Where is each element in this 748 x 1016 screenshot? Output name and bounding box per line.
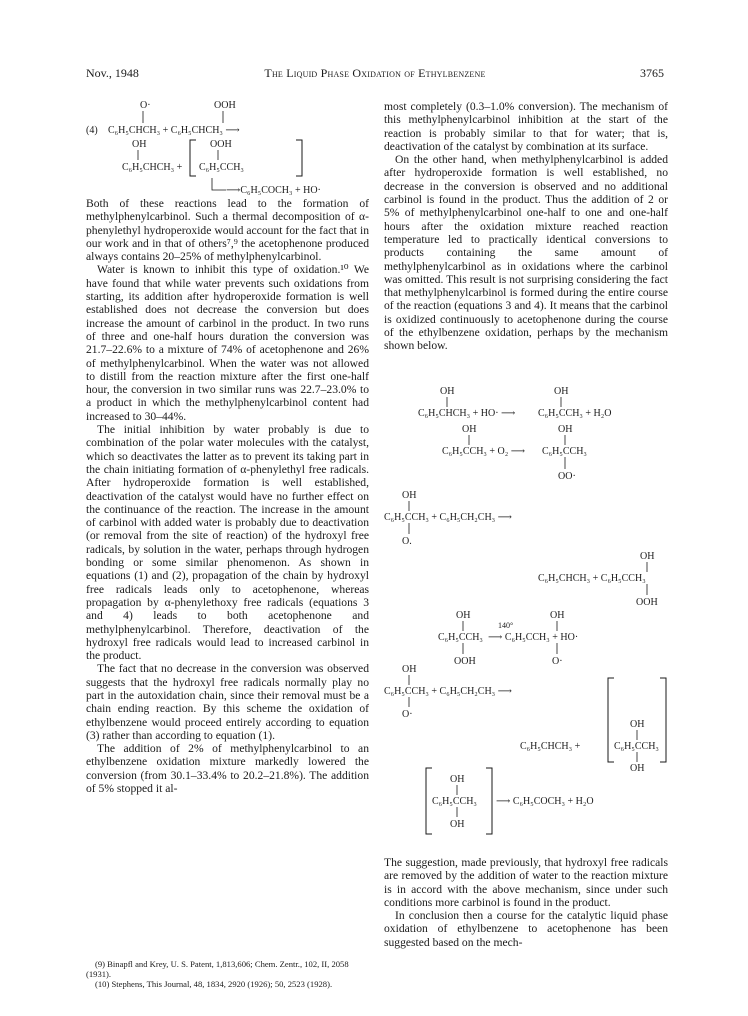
paragraph: Water is known to inhibit this type of oxidation.¹⁰ We have found that while water prevents such oxidations from starting, its addition after hydroperoxide formation is well established does not decrease the conversion but does increase the amount of carbinol in the product. In two runs of three and one-half hours duration the conversion was 21.7–22.6% to a mixture of 74% of acetophenone and 26% of methylphenylcarbinol. When the water was not allowed to distill from the reaction mixture after the first one-half hour, the conversion in two similar runs was 22.7–23.0% to a product in which the methylphenylcarbinol content had increased to 30–44%. <box>86 263 369 423</box>
m-r3-right: C₆H₅CHCH₃ + C₆H₅CCH₃ <box>538 573 646 584</box>
right-column-top <box>384 100 668 353</box>
m-oo-dot: OO· <box>558 471 576 482</box>
left-column <box>86 197 369 795</box>
paragraph: The addition of 2% of methylphenylcarbinol to an ethylbenzene oxidation mixture markedly lowered the conversion (from 30.1–33.4% to 20.2–21.8%). The addition of 5% stopped it al- <box>86 742 369 796</box>
header-title: The Liquid Phase Oxidation of Ethylbenzene <box>264 66 486 80</box>
eq4-product1: C₆H₅CHCH₃ + <box>122 162 183 173</box>
m-r5-right1: C₆H₅CHCH₃ + <box>520 741 581 752</box>
m-oh: OH <box>554 386 569 397</box>
paragraph: The fact that no decrease in the conversion was observed suggests that the hydroxyl free radicals normally play no part in the autoxidation chain, since their removal must be a chain ending reaction. By this scheme the oxidation of ethylbenzene would proceed entirely according to equation (3) rather than according to equation (1). <box>86 662 369 742</box>
paragraph: The initial inhibition by water probably is due to combination of the polar water molecules with the catalyst, which so deactivates the latter as to prevent its taking part in the chain initiating formation of α-phenylethyl free radicals. After hydroperoxide formation is well established, deactivation of the catalyst would have no further effect on the continuance of the reaction. The increase in the amount of carbinol with added water is probably due to deactivation (or removal from the site of reaction) of the hydroxyl free radicals, by solution in the water, perhaps through hydrogen bonding or some similar phenomenon. As shown in equations (1) and (2), propagation of the chain by hydroxyl free radicals leads only to acetophenone, whereas propagation by α-phenylethoxy free radicals (equations 3 and 4) leads to both acetophenone and methylphenylcarbinol. Therefore, deactivation of the hydroxyl free radicals would lead to increased carbinol in the product. <box>86 423 369 663</box>
m-ooh: OOH <box>454 656 476 667</box>
m-r1-left: C₆H₅CHCH₃ + HO· ⟶ <box>418 408 516 419</box>
m-oh: OH <box>456 610 471 621</box>
m-r4-left: C₆H₅CCH₃ <box>438 632 483 643</box>
m-oh: OH <box>440 386 455 397</box>
footnote-10: (10) Stephens, This Journal, 48, 1834, 2920 (1926); 50, 2523 (1928). <box>95 979 333 990</box>
m-oh: OH <box>402 490 417 501</box>
running-header <box>86 66 664 82</box>
paragraph: most completely (0.3–1.0% conversion). The mechanism of this methylphenylcarbinol inhibition at the start of the reaction is probably similar to that for water; that is, deactivation of the catalyst by combination at its surface. <box>384 100 668 153</box>
right-column-bottom <box>384 856 668 949</box>
m-oh: OH <box>558 424 573 435</box>
m-oh: OH <box>550 610 565 621</box>
paragraph: On the other hand, when methylphenylcarbinol is added after hydroperoxide formation is well established, no decrease in the conversion is observed and no additional carbinol is found in the product. Thus the addition of 2 or 5% of methylphenylcarbinol one-half to one and one-half hours after the oxidation mixture reached reaction temperature led to practically identical conversions to products containing the same amount of methylphenylcarbinol as in oxidations where the carbinol was omitted. This result is not surprising considering the fact that methylphenylcarbinol is formed during the entire course of the reaction (equations 3 and 4). It means that the carbinol is oxidized continuously to acetophenone during the course of the ethylbenzene oxidation, perhaps by the mechanism shown below. <box>384 153 668 353</box>
m-temp: 140° <box>498 621 514 630</box>
m-o-dot: O· <box>552 656 563 667</box>
footnotes <box>86 959 369 990</box>
m-r5-left: C₆H₅CCH₃ + C₆H₅CH₂CH₃ ⟶ <box>384 686 513 697</box>
eq4-ooh2: OOH <box>210 139 232 150</box>
eq4-oh: OH <box>132 139 147 150</box>
m-oh: OH <box>630 763 645 774</box>
eq4-radical-dot: O· <box>140 100 151 111</box>
eq4-reactants: C₆H₅CHCH₃ + C₆H₅CHCH₃ ⟶ <box>108 125 240 136</box>
m-oh: OH <box>402 664 417 675</box>
m-r6-bracket: C₆H₅CCH₃ <box>432 796 477 807</box>
eq4-product2: C₆H₅CCH₃ <box>199 162 244 173</box>
eq4-number: (4) <box>86 125 98 136</box>
m-r2-right: C₆H₅CCH₃ <box>542 446 587 457</box>
m-oh: OH <box>450 819 465 830</box>
paragraph: Both of these reactions lead to the formation of methylphenylcarbinol. Such a thermal decomposition of α-phenylethyl hydroperoxide would account for the fact that in our work and in that of others⁷,⁹ the acetophenone produced always contains 20–25% of methylphenylcarbinol. <box>86 197 369 264</box>
m-r6-right: ⟶ C₆H₅COCH₃ + H₂O <box>496 796 594 807</box>
m-ooh: OOH <box>636 597 658 608</box>
m-r5-right2: C₆H₅CCH₃ <box>614 741 659 752</box>
m-o-dot: O· <box>402 709 413 720</box>
page-number: 3765 <box>640 66 664 80</box>
paragraph: In conclusion then a course for the catalytic liquid phase oxidation of ethylbenzene to acetophenone has been suggested based on the mech- <box>384 909 668 949</box>
m-r3-left: C₆H₅CCH₃ + C₆H₅CH₂CH₃ ⟶ <box>384 512 513 523</box>
m-r1-right: C₆H₅CCH₃ + H₂O <box>538 408 612 419</box>
footnote-9: (9) Binapfl and Krey, U. S. Patent, 1,813,606; Chem. Zentr., 102, II, 2058 (1931). <box>86 959 349 980</box>
m-oh: OH <box>640 551 655 562</box>
eq4-product3: ⟶C₆H₅COCH₃ + HO· <box>226 185 321 196</box>
eq4-ooh: OOH <box>214 100 236 111</box>
equation-4 <box>86 98 376 198</box>
m-oh: OH <box>450 774 465 785</box>
m-oo-dot: O. <box>402 536 412 547</box>
m-r4-right: ⟶ C₆H₅CCH₃ + HO· <box>488 632 579 643</box>
header-date: Nov., 1948 <box>86 66 139 80</box>
paragraph: The suggestion, made previously, that hydroxyl free radicals are removed by the addition of water to the reaction mixture is in accord with the above mechanism, since under such conditions more carbinol is found in the product. <box>384 856 668 909</box>
m-r2-left: C₆H₅CCH₃ + O₂ ⟶ <box>442 446 526 457</box>
m-oh: OH <box>462 424 477 435</box>
mechanism-scheme <box>384 384 668 834</box>
m-oh: OH <box>630 719 645 730</box>
